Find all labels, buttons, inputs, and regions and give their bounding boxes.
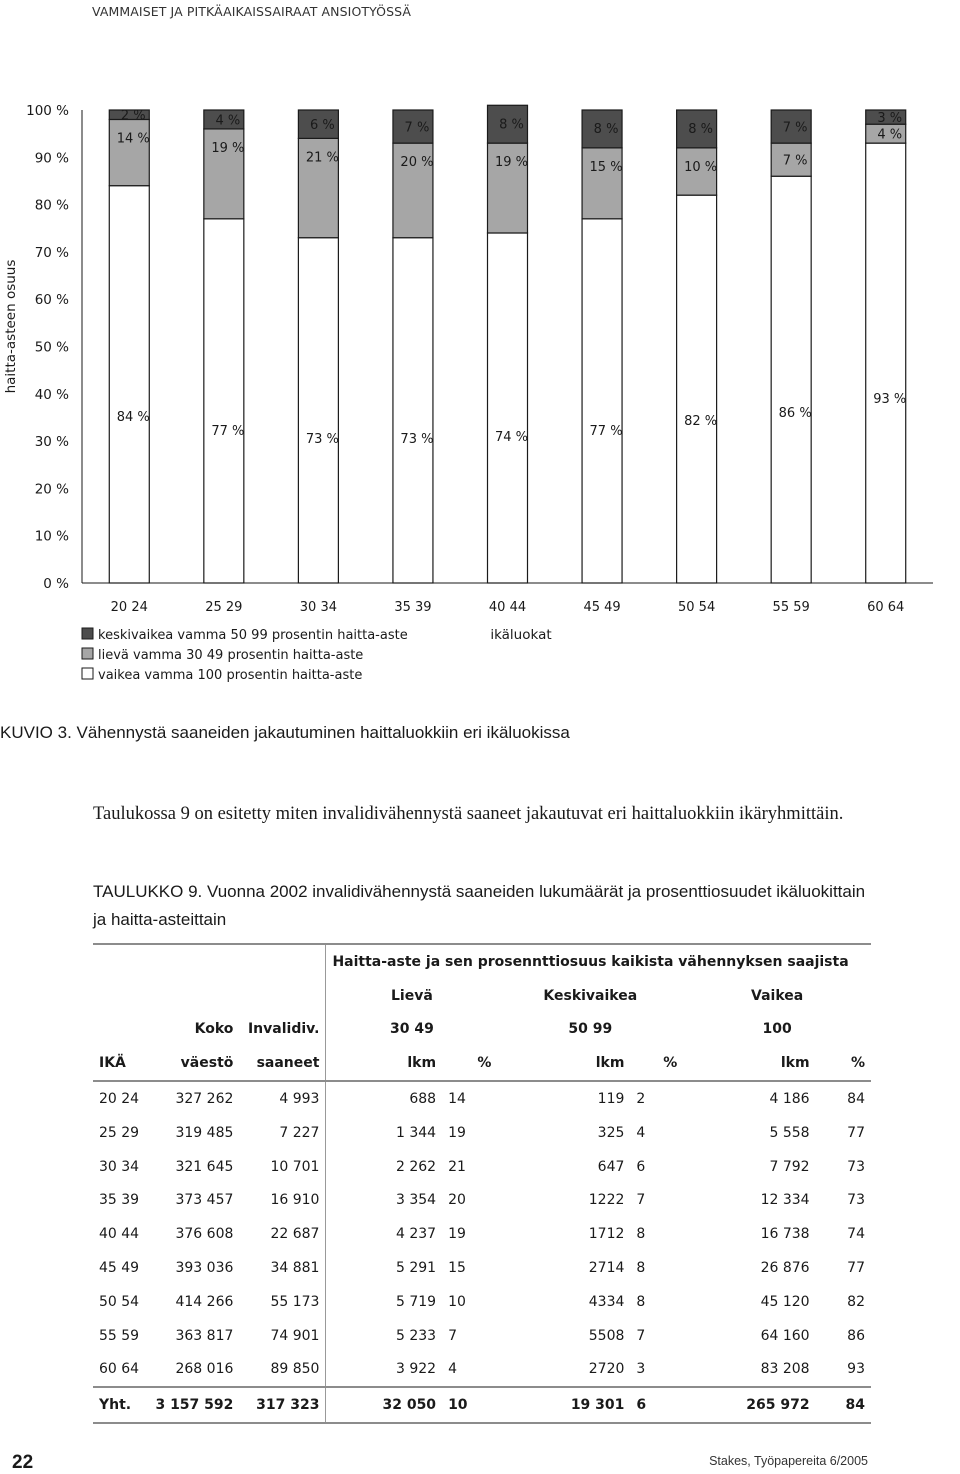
table-cell: 10 — [448, 1293, 466, 1310]
table-cell: 19 — [448, 1226, 466, 1243]
table-cell: 376 608 — [175, 1226, 234, 1243]
table-cell: 14 — [448, 1091, 466, 1108]
legend-swatch — [82, 668, 93, 679]
column-header: % — [442, 1046, 497, 1081]
table-cell: 4 237 — [326, 1217, 442, 1251]
table-cell: 84 — [847, 1091, 865, 1108]
table-cell: 10 701 — [270, 1158, 320, 1175]
x-tick-label: 30 34 — [299, 600, 337, 615]
bar-segment — [488, 233, 528, 583]
table-cell: 73 — [847, 1192, 865, 1209]
table-cell: 3 922 — [326, 1353, 442, 1388]
table-cell: 119 — [597, 1091, 625, 1108]
y-tick-label: 20 % — [34, 481, 69, 498]
table-cell: 26 876 — [760, 1260, 810, 1277]
table-cell: 19 — [448, 1124, 466, 1141]
data-label: 19 % — [494, 155, 529, 171]
y-tick-label: 30 % — [34, 434, 69, 451]
table-row — [93, 1081, 871, 1116]
data-label: 10 % — [684, 159, 718, 175]
bar-segment — [866, 143, 906, 583]
column-header: % — [816, 1046, 871, 1081]
koko-header: Koko — [194, 1021, 234, 1038]
table-cell: 21 — [448, 1158, 466, 1175]
bar-segment — [204, 219, 244, 583]
table-cell: 16 738 — [760, 1226, 810, 1243]
age-group-cell: 55 59 — [99, 1327, 140, 1344]
table-cell: 5 291 — [326, 1251, 442, 1285]
table-cell: 319 485 — [175, 1124, 234, 1141]
table-body — [93, 1081, 871, 1387]
table-cell: 5 558 — [769, 1124, 810, 1141]
table-cell: 2720 — [588, 1361, 625, 1378]
data-label: 84 % — [116, 410, 150, 426]
legend-label: keskivaikea vamma 50 99 prosentin haitta-aste — [98, 628, 408, 643]
column-header: saaneet — [239, 1046, 326, 1081]
data-label: 6 % — [310, 118, 335, 134]
table-caption: TAULUKKO 9. Vuonna 2002 invalidivähennystä saaneiden lukumäärät ja prosenttiosuudet ikäluokittain ja haitta-asteittain — [93, 882, 866, 929]
table-cell: 688 — [326, 1081, 442, 1116]
column-header: IKÄ — [93, 1046, 147, 1081]
y-axis-label: haitta-asteen osuus — [3, 259, 19, 394]
table-cell: 4 — [636, 1124, 646, 1141]
bar-segment — [771, 176, 811, 583]
column-header: lkm — [497, 1046, 630, 1081]
table-cell: 93 — [847, 1361, 865, 1378]
total-cell: 10 — [442, 1387, 497, 1423]
table-cell: 86 — [847, 1327, 865, 1344]
x-axis-label: ikäluokat — [490, 627, 552, 643]
table-cell: 34 881 — [270, 1260, 320, 1277]
data-label: 8 % — [499, 117, 524, 133]
table-cell: 414 266 — [175, 1293, 234, 1310]
table-cell: 5 719 — [326, 1285, 442, 1319]
total-cell: 317 323 — [239, 1387, 326, 1423]
table-cell: 321 645 — [175, 1158, 234, 1175]
y-tick-label: 0 % — [43, 576, 69, 592]
legend-swatch — [82, 648, 93, 659]
table-cell: 4 — [448, 1361, 457, 1378]
table-cell: 8 — [636, 1293, 646, 1310]
table-cell: 2714 — [588, 1260, 625, 1277]
table-cell: 2 — [636, 1091, 646, 1108]
data-label: 19 % — [211, 140, 245, 156]
data-label: 2 % — [120, 108, 146, 124]
data-label: 77 % — [211, 424, 245, 440]
range-header: 100 — [762, 1021, 792, 1038]
table-cell: 8 — [636, 1226, 646, 1243]
table-total-row — [93, 1387, 871, 1423]
table-cell: 5 233 — [326, 1319, 442, 1353]
bar-segment — [109, 186, 149, 583]
y-tick-label: 40 % — [34, 386, 69, 403]
data-label: 86 % — [778, 406, 812, 422]
table-cell: 2 262 — [326, 1150, 442, 1184]
data-label: 8 % — [688, 122, 713, 137]
table-cell: 1712 — [588, 1226, 625, 1243]
table-cell: 7 792 — [769, 1158, 810, 1175]
data-label: 21 % — [305, 150, 339, 166]
table-cell: 16 910 — [270, 1192, 320, 1209]
x-tick-label: 50 54 — [678, 600, 716, 615]
age-group-cell: 35 39 — [99, 1192, 140, 1209]
age-group-cell: 30 34 — [99, 1158, 140, 1175]
data-label: 73 % — [400, 431, 434, 447]
table-cell: 1222 — [588, 1192, 625, 1209]
bar-segment — [393, 238, 433, 583]
y-tick-label: 100 % — [26, 103, 69, 119]
x-tick-label: 55 59 — [772, 600, 810, 615]
bar-segment — [677, 195, 717, 583]
data-label: 93 % — [873, 392, 907, 408]
table-cell: 4334 — [588, 1293, 625, 1310]
x-tick-label: 35 39 — [394, 600, 432, 615]
table-cell: 45 120 — [760, 1293, 810, 1310]
x-tick-label: 45 49 — [583, 600, 621, 615]
table-row — [93, 1251, 871, 1285]
total-cell: 32 050 — [326, 1387, 442, 1423]
data-label: 14 % — [116, 131, 150, 147]
table-cell: 20 — [448, 1192, 466, 1209]
table-row — [93, 1319, 871, 1353]
figure-caption: KUVIO 3. Vähennystä saaneiden jakautuminen haittaluokkiin eri ikäluokissa — [0, 723, 570, 742]
y-tick-label: 10 % — [34, 528, 69, 545]
table-cell: 4 186 — [769, 1091, 810, 1108]
age-group-cell: 25 29 — [99, 1124, 140, 1141]
column-header: lkm — [683, 1046, 815, 1081]
table-cell: 647 — [597, 1158, 625, 1175]
x-tick-label: 20 24 — [110, 600, 148, 615]
table-cell: 393 036 — [175, 1260, 234, 1277]
table-cell: 3 — [636, 1361, 646, 1378]
table-header-row-range — [93, 1013, 871, 1047]
data-label: 74 % — [494, 429, 529, 445]
age-group-cell: 20 24 — [99, 1091, 140, 1108]
legend-label: vaikea vamma 100 prosentin haitta-aste — [98, 668, 363, 683]
table-row — [93, 1184, 871, 1218]
table-cell: 7 227 — [279, 1124, 320, 1141]
page-number: 22 — [12, 1452, 34, 1473]
table-cell: 74 — [847, 1226, 865, 1243]
table-row — [93, 1217, 871, 1251]
data-label: 8 % — [593, 122, 619, 137]
table-cell: 268 016 — [175, 1361, 234, 1378]
table-cell: 12 334 — [760, 1192, 810, 1209]
table-cell: 22 687 — [270, 1226, 320, 1243]
table-cell: 74 901 — [270, 1327, 320, 1344]
invalidiv-header: Invalidiv. — [247, 1021, 320, 1038]
data-label: 4 % — [215, 113, 241, 129]
age-group-cell: 45 49 — [99, 1260, 140, 1277]
table-cell: 373 457 — [175, 1192, 234, 1209]
table-cell: 7 — [636, 1327, 646, 1344]
table-cell: 77 — [847, 1260, 865, 1277]
data-label: 7 % — [404, 120, 430, 136]
data-label: 7 % — [782, 153, 808, 169]
table-cell: 82 — [847, 1293, 865, 1310]
table-header-row-group — [93, 944, 871, 979]
total-label-cell: Yht. — [93, 1387, 147, 1423]
category-header: Lievä — [326, 979, 497, 1013]
stacked-bar-chart — [0, 90, 960, 700]
table-cell: 327 262 — [175, 1091, 234, 1108]
x-tick-label: 40 44 — [488, 600, 527, 615]
column-header: % — [630, 1046, 683, 1081]
table-row — [93, 1150, 871, 1184]
table-cell: 363 817 — [175, 1327, 234, 1344]
group-header: Haitta-aste ja sen prosennttiosuus kaikista vähennyksen saajista — [326, 944, 871, 979]
age-group-cell: 40 44 — [99, 1226, 140, 1243]
total-cell: 3 157 592 — [147, 1387, 240, 1423]
x-tick-label: 60 64 — [867, 600, 905, 615]
column-header: väestö — [147, 1046, 240, 1081]
table-header-row-category — [93, 979, 871, 1013]
bar-segment — [582, 148, 622, 219]
table-cell: 64 160 — [760, 1327, 810, 1344]
table-cell: 83 208 — [760, 1361, 810, 1378]
range-header: 30 49 — [326, 1013, 497, 1047]
table-cell: 6 — [636, 1158, 646, 1175]
legend-label: lievä vamma 30 49 prosentin haitta-aste — [98, 648, 364, 663]
data-label: 7 % — [782, 120, 808, 136]
table-cell: 7 — [448, 1327, 457, 1344]
total-cell: 19 301 — [497, 1387, 630, 1423]
table-column-header-row — [93, 1046, 871, 1081]
data-label: 82 % — [684, 414, 718, 430]
table-cell: 8 — [636, 1260, 646, 1277]
table-cell: 77 — [847, 1124, 865, 1141]
y-tick-label: 50 % — [34, 339, 69, 356]
data-label: 4 % — [877, 127, 903, 143]
table-cell: 73 — [847, 1158, 865, 1175]
footer-source: Stakes, Työpapereita 6/2005 — [709, 1454, 868, 1468]
table-row — [93, 1285, 871, 1319]
age-group-cell: 50 54 — [99, 1293, 140, 1310]
data-label: 20 % — [400, 155, 434, 171]
bar-segment — [109, 119, 149, 185]
y-tick-label: 60 % — [34, 292, 69, 309]
table-row — [93, 1116, 871, 1150]
table-cell: 325 — [597, 1124, 625, 1141]
data-label: 3 % — [877, 111, 903, 127]
table-row — [93, 1353, 871, 1388]
bar-segment — [582, 219, 622, 583]
table-cell: 4 993 — [279, 1091, 320, 1108]
column-header: lkm — [326, 1046, 442, 1081]
y-tick-label: 90 % — [34, 150, 69, 167]
table-cell: 5508 — [588, 1327, 625, 1344]
bar-segment — [298, 238, 338, 583]
data-table — [93, 943, 871, 1424]
body-paragraph: Taulukossa 9 on esitetty miten invalidivähennystä saaneet jakautuvat eri haittaluokkiin ikäryhmittäin. — [93, 804, 844, 824]
table-cell: 15 — [448, 1260, 466, 1277]
range-header: 50 99 — [568, 1021, 613, 1038]
total-cell: 265 972 — [683, 1387, 815, 1423]
total-cell: 6 — [630, 1387, 683, 1423]
y-tick-label: 70 % — [34, 244, 69, 261]
running-header: VAMMAISET JA PITKÄAIKAISSAIRAAT ANSIOTYÖSSÄ — [92, 4, 412, 19]
table-cell: 89 850 — [270, 1361, 320, 1378]
age-group-cell: 60 64 — [99, 1361, 140, 1378]
table-cell: 7 — [636, 1192, 646, 1209]
total-cell: 84 — [816, 1387, 871, 1423]
legend-swatch — [82, 628, 93, 639]
data-label: 77 % — [589, 424, 623, 440]
data-label: 73 % — [305, 431, 339, 447]
data-label: 15 % — [589, 159, 623, 175]
category-header: Keskivaikea — [543, 987, 638, 1004]
table-cell: 1 344 — [326, 1116, 442, 1150]
y-tick-label: 80 % — [34, 197, 69, 214]
table-cell: 3 354 — [326, 1184, 442, 1218]
category-header: Vaikea — [751, 987, 804, 1004]
x-tick-label: 25 29 — [205, 600, 243, 615]
table-cell: 55 173 — [270, 1293, 320, 1310]
